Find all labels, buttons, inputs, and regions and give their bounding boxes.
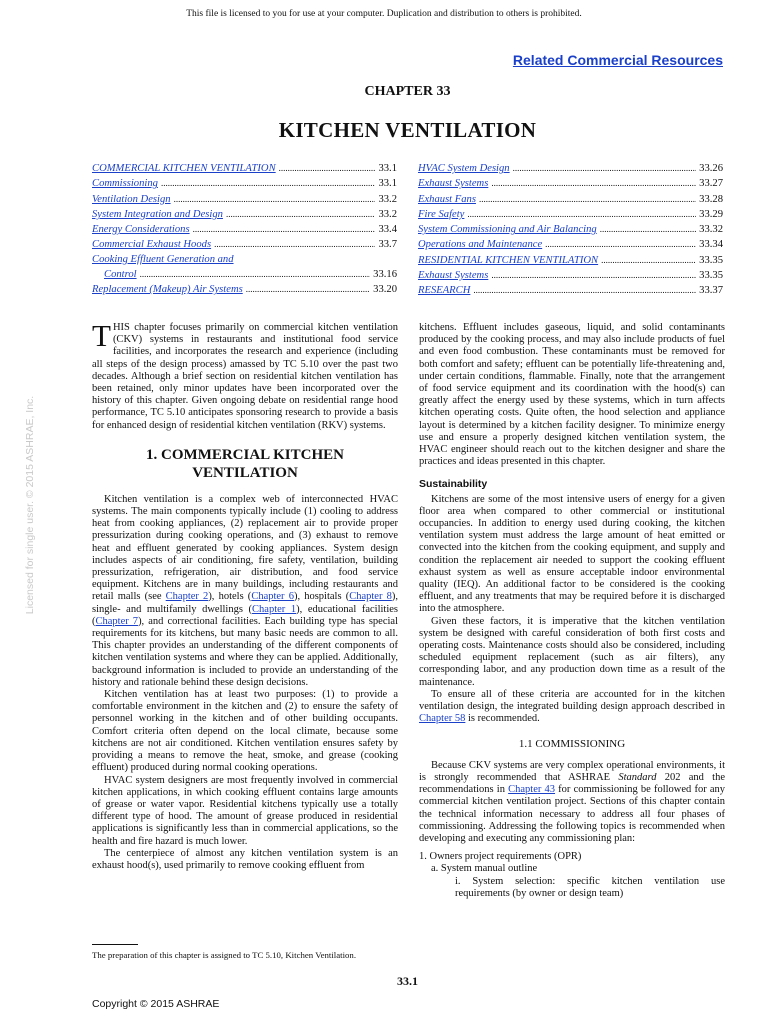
chapter-6-link[interactable]: Chapter 6: [251, 591, 294, 603]
toc-entry[interactable]: [92, 176, 397, 191]
toc-leader-dots: [161, 176, 376, 191]
chapter-58-link[interactable]: Chapter 58: [419, 713, 466, 725]
column-right: [419, 322, 725, 900]
toc-entry-page: 33.35: [699, 270, 723, 282]
paragraph: Kitchens are some of the most intensive users of energy for a given floor area when compared to other commercial or institutional occupancies. In addition to energy used during cooking, the kitchen ventilation system must address the large amount of heat emitted or convected into the kitchen from the cooking equipment, and supply and condition the replacement air needed to support the cooking effluent exhaust system as well as ensure acceptable indoor environmental quality (IEQ). An additional factor to be considered is the cooking effluent, and any treatments that may be required before it is discharged into the atmosphere.: [419, 493, 725, 615]
chapter-7-link[interactable]: Chapter 7: [95, 615, 139, 627]
toc-leader-dots: [545, 237, 696, 252]
toc-leader-dots: [193, 222, 376, 237]
chapter-43-link[interactable]: Chapter 43: [508, 784, 556, 796]
toc-entry-label[interactable]: Commissioning: [92, 178, 158, 190]
toc-entry[interactable]: [92, 237, 397, 252]
toc-entry-page: 33.16: [373, 269, 397, 281]
toc-entry[interactable]: [418, 283, 723, 298]
list-item: 1. Owners project requirements (OPR): [419, 851, 582, 863]
chapter-1-link[interactable]: Chapter 1: [252, 603, 297, 615]
toc-entry-label[interactable]: Operations and Maintenance: [418, 239, 543, 251]
toc-entry-label[interactable]: Energy Considerations: [92, 224, 190, 236]
license-watermark: Licensed for single user. © 2015 ASHRAE, Inc.: [24, 395, 36, 615]
list-item: a. System manual outline: [431, 863, 538, 875]
toc-entry[interactable]: [418, 237, 723, 252]
toc-leader-dots: [214, 237, 375, 252]
toc-entry-page: 33.7: [378, 239, 397, 251]
toc-leader-dots: [473, 283, 696, 298]
chapter-2-link[interactable]: Chapter 2: [165, 591, 209, 603]
toc-entry[interactable]: [418, 222, 723, 237]
list-item: i. System selection: specific kitchen ventilation use requirements (by owner or design team): [455, 875, 725, 899]
toc-entry-label[interactable]: Exhaust Systems: [418, 270, 489, 282]
paragraph: Kitchen ventilation is a complex web of interconnected HVAC systems. The main components typically include (1) cooling to address heat from cooking appliances, (2) replacement air to provide proper pressurization during cooking operations, and (3) exhaust to remove heat and effluent generated by cooking appliances. System design includes aspects of air conditioning, fire safety, ventilation, building pressurization, refrigeration, air distribution, and food service equipment. Kitchens are in many buildings, including restaurants and retail malls (see Chapter 2), hotels (Chapter 6), hospitals (Chapter 8), single- and multifamily dwellings (Chapter 1), educational facilities (Chapter 7), and correctional facilities. Each building type has special requirements for its kitchens, but many basic needs are common to all. This chapter provides an understanding of the different components of kitchen ventilation systems and where they can be applied. Additionally, background information is included to provide an understanding of the history and rationale behind these design decisions.: [92, 493, 398, 688]
subsection-heading: Sustainability: [419, 478, 488, 491]
toc-leader-dots: [246, 282, 370, 297]
toc-leader-dots: [601, 253, 696, 268]
page-number: 33.1: [397, 974, 418, 988]
toc-entry-page: 33.1: [378, 178, 397, 190]
toc-entry-page: 33.29: [699, 208, 723, 220]
toc-entry-label[interactable]: Commercial Exhaust Hoods: [92, 239, 212, 251]
toc-leader-dots: [600, 222, 696, 237]
commissioning-list: [419, 851, 725, 900]
toc-entry-label[interactable]: System Commissioning and Air Balancing: [418, 224, 597, 236]
chapter-8-link[interactable]: Chapter 8: [349, 591, 392, 603]
paragraph: The centerpiece of almost any kitchen ventilation system is an exhaust hood(s), used primarily to remove cooking effluent from: [92, 847, 398, 871]
toc-entry-label[interactable]: Control: [104, 269, 137, 281]
toc-entry-page: 33.2: [378, 208, 397, 220]
toc-entry-page: 33.28: [699, 193, 723, 205]
toc-leader-dots: [491, 176, 696, 191]
toc-entry-label[interactable]: Fire Safety: [418, 208, 465, 220]
toc-entry[interactable]: [92, 282, 397, 297]
toc-entry[interactable]: [418, 176, 723, 191]
toc-entry-page: 33.26: [699, 163, 723, 174]
toc-entry-page: 33.27: [699, 178, 723, 190]
footnote: The preparation of this chapter is assigned to TC 5.10, Kitchen Ventilation.: [92, 950, 357, 960]
toc-entry-label[interactable]: Replacement (Makeup) Air Systems: [92, 284, 243, 296]
toc-entry-label[interactable]: Exhaust Systems: [418, 178, 489, 190]
toc-leader-dots: [226, 207, 376, 222]
toc-entry[interactable]: [418, 161, 723, 176]
related-resources-link[interactable]: Related Commercial Resources: [512, 52, 723, 68]
toc-entry-label[interactable]: System Integration and Design: [92, 208, 223, 220]
footnote-rule: [92, 944, 138, 945]
subsection-heading: 1.1 COMMISSIONING: [518, 737, 626, 750]
toc-entry[interactable]: [418, 192, 723, 207]
toc-leader-dots: [279, 161, 376, 176]
toc-entry[interactable]: [92, 161, 397, 176]
toc-leader-dots: [479, 192, 696, 207]
toc-entry[interactable]: [418, 268, 723, 283]
toc-leader-dots: [174, 192, 376, 207]
toc-entry-page: 33.1: [378, 163, 397, 174]
toc-left: [92, 161, 397, 298]
toc-entry-label[interactable]: Cooking Effluent Generation and: [92, 253, 234, 265]
toc-entry-label[interactable]: RESIDENTIAL KITCHEN VENTILATION: [418, 254, 599, 266]
toc-entry-page: 33.4: [378, 224, 397, 236]
toc-entry-page: 33.2: [378, 193, 397, 205]
toc-entry-page: 33.32: [699, 224, 723, 236]
toc-entry-page: 33.37: [699, 285, 723, 297]
toc-leader-dots: [491, 268, 696, 283]
toc-leader-dots: [467, 207, 696, 222]
column-left: [92, 318, 398, 872]
toc-leader-dots: [140, 267, 371, 282]
toc-entry-page: 33.34: [699, 239, 723, 251]
toc-entry-page: 33.35: [699, 254, 723, 266]
toc-entry[interactable]: [92, 267, 397, 282]
toc-entry-label[interactable]: HVAC System Design: [418, 163, 510, 174]
toc-leader-dots: [513, 161, 697, 176]
paragraph: Given these factors, it is imperative that the kitchen ventilation system be designed with careful consideration of both first costs and operating costs. Maintenance costs should also be considered, including scheduled equipment replacement (such as air filters), any corresponding labor, and any production down time as a result of the maintenance.: [419, 615, 725, 688]
chapter-title: KITCHEN VENTILATION: [278, 118, 537, 142]
paragraph: To ensure all of these criteria are accounted for in the kitchen ventilation design, the integrated building design approach described in Chapter 58 is recommended.: [419, 688, 725, 725]
toc-entry[interactable]: [418, 207, 723, 222]
toc-entry[interactable]: [92, 222, 397, 237]
paragraph: Kitchen ventilation has at least two purposes: (1) to provide a comfortable environment in the kitchen and (2) to ensure the safety of personnel working in the kitchen and of other building occupants. Comfort criteria often depend on the local climate, because some kitchens are not air conditioned. Kitchen ventilation ensures safety by providing a means to remove the heat, smoke, and grease (cooking effluent) produced during normal cooking operations.: [92, 689, 398, 774]
drop-cap: T: [92, 318, 111, 353]
toc-entry-page: 33.20: [373, 284, 397, 296]
license-notice: This file is licensed to you for use at your computer. Duplication and distribution to others is prohibited.: [186, 9, 582, 19]
paragraph: HVAC system designers are most frequently involved in commercial kitchen applications, in which cooking effluent contains large amounts of grease or water vapor. Residential kitchens typically use a totally different type of hood. The amount of grease produced in residential applications is significantly less than in commercial applications, so the health and fire hazard is much lower.: [92, 774, 398, 847]
toc-entry-label[interactable]: Ventilation Design: [92, 193, 171, 205]
chapter-number: CHAPTER 33: [364, 84, 451, 99]
paragraph: kitchens. Effluent includes gaseous, liquid, and solid contaminants produced by the cooking process, and may also include products of fuel and even food combustion. These contaminants must be removed for both comfort and safety; effluent can be potentially life-threatening and, under certain conditions, flammable. Finally, note that the arrangement of food service equipment and its coordination with the hood(s) can greatly affect the energy used by these systems, which in turn affects kitchen operating costs. Quite often, the hood selection and appliance layout is determined by a kitchen facility designer. To minimize energy use and ensure a properly designed kitchen ventilation system, the HVAC engineer should reach out to the kitchen designer and share the practices and ideas presented in this chapter.: [419, 322, 725, 468]
intro-paragraph: THIS chapter focuses primarily on commercial kitchen ventilation (CKV) systems in restaurants and institutional food service facilities, and incorporates the research and experience (including all steps of the design process) amassed by TC 5.10 over the past two decades. Although a brief section on residential kitchen ventilation has been retained, only minor updates have been incorporated over the history of this chapter. Given ongoing debate on residential range hood performance, TC 5.10 anticipates sponsoring research to provide a basis for enhanced design of residential kitchen ventilation (RKV) systems.: [92, 318, 398, 431]
toc-entry-label[interactable]: COMMERCIAL KITCHEN VENTILATION: [92, 163, 276, 174]
toc-entry[interactable]: [418, 253, 723, 268]
toc-entry[interactable]: [92, 253, 397, 267]
toc-right: [418, 161, 723, 299]
toc-entry[interactable]: [92, 192, 397, 207]
section-heading: 1. COMMERCIAL KITCHEN VENTILATION: [146, 446, 344, 481]
copyright: Copyright © 2015 ASHRAE: [92, 998, 220, 1010]
toc-entry-label[interactable]: RESEARCH: [418, 285, 471, 297]
paragraph: Because CKV systems are very complex operational environments, it is strongly recommended that ASHRAE Standard 202 and the recommendations in Chapter 43 for commissioning be followed for any commercial kitchen ventilation project. Sections of this chapter contain the technical information necessary to address all four phases of commissioning. Addressing the following topics is recommended when developing and executing any commissioning plan:: [419, 759, 725, 844]
toc-entry[interactable]: [92, 207, 397, 222]
toc-entry-label[interactable]: Exhaust Fans: [418, 193, 476, 205]
